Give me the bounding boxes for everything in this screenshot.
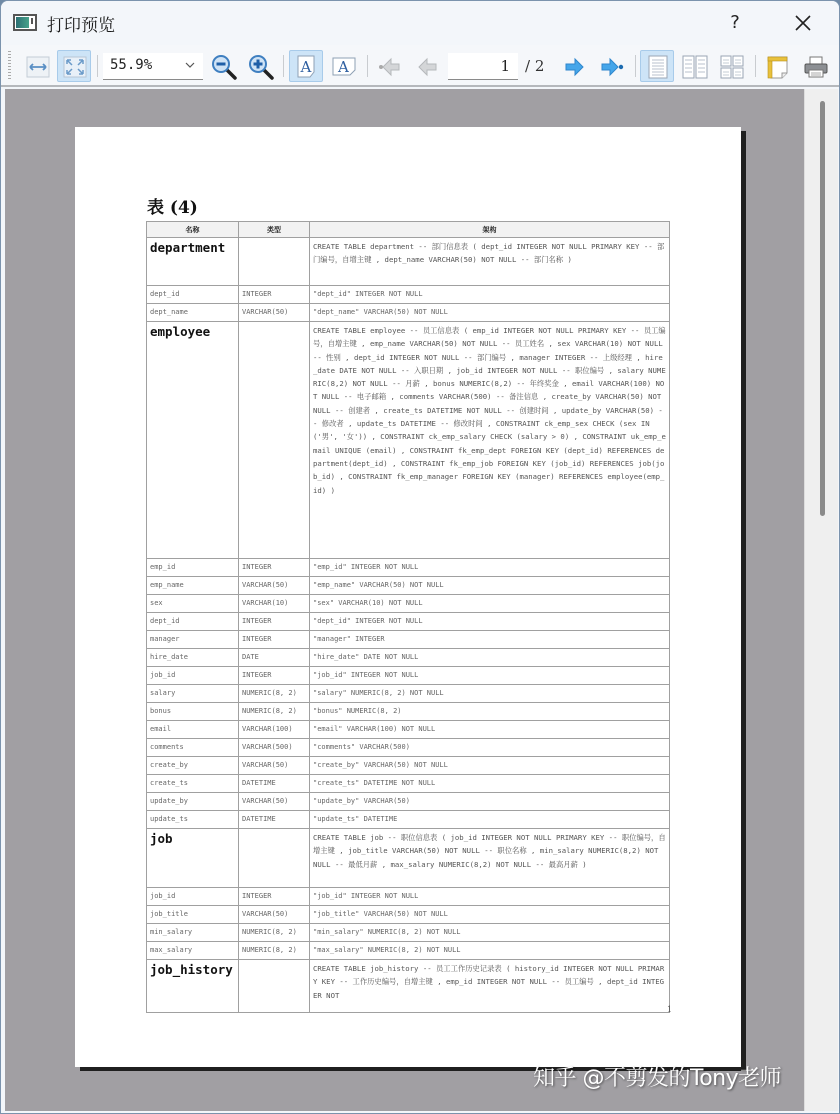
- column-type: INTEGER: [239, 888, 309, 905]
- table-ddl: CREATE TABLE department -- 部门信息表 ( dept_id INTEGER NOT NULL PRIMARY KEY -- 部门编号，自增主键 , dept_name VARCHAR(50) NOT NULL -- 部门名称 ): [310, 238, 669, 285]
- column-row: [147, 304, 669, 321]
- page-number-input[interactable]: [448, 53, 518, 80]
- column-type: DATE: [239, 649, 309, 666]
- column-name: salary: [147, 685, 238, 702]
- svg-text:A: A: [338, 58, 349, 76]
- table-name: job: [147, 829, 238, 887]
- schema-table: [146, 221, 673, 1014]
- single-page-icon: [645, 54, 671, 80]
- column-type: VARCHAR(50): [239, 757, 309, 774]
- column-type: VARCHAR(100): [239, 721, 309, 738]
- fit-page-icon: [62, 54, 88, 80]
- zoom-level-value: 55.9%: [110, 57, 153, 73]
- column-type: INTEGER: [239, 667, 309, 684]
- table-ddl: CREATE TABLE job -- 职位信息表 ( job_id INTEGER NOT NULL PRIMARY KEY -- 职位编号，自增主键 , job_title VARCHAR(50) NOT NULL -- 职位名称 , min_salary NUMERIC(8,2) NOT NULL -- 最低月薪 , max_salary NUMERIC(8,2) NOT NULL -- 最高月薪 ): [310, 829, 669, 887]
- column-name: dept_id: [147, 613, 238, 630]
- column-row: [147, 631, 669, 648]
- column-row: [147, 667, 669, 684]
- column-type: VARCHAR(50): [239, 304, 309, 321]
- column-schema: "max_salary" NUMERIC(8, 2) NOT NULL: [310, 942, 669, 959]
- column-row: [147, 793, 669, 810]
- column-row: [147, 924, 669, 941]
- column-name: emp_name: [147, 577, 238, 594]
- column-schema: "emp_id" INTEGER NOT NULL: [310, 559, 669, 576]
- column-name: update_by: [147, 793, 238, 810]
- column-type: VARCHAR(50): [239, 577, 309, 594]
- column-schema: "min_salary" NUMERIC(8, 2) NOT NULL: [310, 924, 669, 941]
- column-row: [147, 595, 669, 612]
- column-name: job_id: [147, 667, 238, 684]
- column-type: VARCHAR(50): [239, 793, 309, 810]
- first-page-icon: [377, 54, 403, 80]
- table-name: department: [147, 238, 238, 285]
- table-ddl: CREATE TABLE employee -- 员工信息表 ( emp_id INTEGER NOT NULL PRIMARY KEY -- 员工编号，自增主键 , emp_name VARCHAR(50) NOT NULL -- 员工姓名 , sex VARCHAR(10) NOT NULL -- 性别 , dept_id INTEGER NOT NULL -- 部门编号 , manager INTEGER -- 上级经理 , hire_date DATE NOT NULL -- 入职日期 , job_id INTEGER NOT NULL -- 职位编号 , salary NUMERIC(8,2) NOT NULL -- 月薪 , bonus NUMERIC(8,2) -- 年终奖金 , email VARCHAR(100) NOT NULL -- 电子邮箱 , comments VARCHAR(500) -- 备注信息 , create_by VARCHAR(50) NOT NULL -- 创建者 , create_ts DATETIME NOT NULL -- 创建时间 , update_by VARCHAR(50) -- 修改者 , update_ts DATETIME -- 修改时间 , CONSTRAINT ck_emp_sex CHECK (sex IN ('男', '女')) , CONSTRAINT ck_emp_salary CHECK (salary > 0) , CONSTRAINT uk_emp_email UNIQUE (email) , CONSTRAINT fk_emp_dept FOREIGN KEY (dept_id) REFERENCES department(dept_id) , CONSTRAINT fk_emp_job FOREIGN KEY (job_id) REFERENCES job(job_id) , CONSTRAINT fk_emp_manager FOREIGN KEY (manager) REFERENCES employee(emp_id) ): [310, 322, 669, 558]
- column-schema: "dept_name" VARCHAR(50) NOT NULL: [310, 304, 669, 321]
- column-name: dept_name: [147, 304, 238, 321]
- help-button[interactable]: ?: [730, 12, 740, 33]
- page-setup-button[interactable]: [760, 50, 794, 82]
- column-schema: "job_id" INTEGER NOT NULL: [310, 888, 669, 905]
- single-page-view-button[interactable]: [640, 50, 674, 82]
- page-setup-icon: [765, 54, 791, 80]
- facing-pages-view-button[interactable]: [677, 50, 711, 82]
- scrollbar-thumb[interactable]: [820, 101, 825, 516]
- next-page-icon: [562, 54, 588, 80]
- column-row: [147, 721, 669, 738]
- watermark: 知乎 @不剪发的Tony老师: [533, 1066, 782, 1091]
- column-header-schema: 架构: [310, 222, 669, 237]
- print-icon: [803, 54, 829, 80]
- column-type: DATETIME: [239, 811, 309, 828]
- app-icon: [13, 14, 37, 31]
- column-schema: "emp_name" VARCHAR(50) NOT NULL: [310, 577, 669, 594]
- column-type: NUMERIC(8, 2): [239, 685, 309, 702]
- column-row: [147, 703, 669, 720]
- column-schema: "manager" INTEGER: [310, 631, 669, 648]
- first-page-button[interactable]: [372, 50, 406, 82]
- fit-width-button[interactable]: [20, 50, 54, 82]
- column-name: emp_id: [147, 559, 238, 576]
- facing-pages-icon: [682, 54, 708, 80]
- last-page-button[interactable]: [594, 50, 628, 82]
- column-type: INTEGER: [239, 286, 309, 303]
- column-schema: "sex" VARCHAR(10) NOT NULL: [310, 595, 669, 612]
- table-name: employee: [147, 322, 238, 558]
- column-row: [147, 906, 669, 923]
- previous-page-button[interactable]: [409, 50, 443, 82]
- column-type: INTEGER: [239, 559, 309, 576]
- column-row: [147, 685, 669, 702]
- column-row: [147, 888, 669, 905]
- column-name: bonus: [147, 703, 238, 720]
- table-type: [239, 960, 309, 1012]
- column-schema: "bonus" NUMERIC(8, 2): [310, 703, 669, 720]
- column-schema: "job_id" INTEGER NOT NULL: [310, 667, 669, 684]
- column-schema: "job_title" VARCHAR(50) NOT NULL: [310, 906, 669, 923]
- all-pages-view-button[interactable]: [714, 50, 748, 82]
- column-row: [147, 577, 669, 594]
- column-row: [147, 739, 669, 756]
- column-name: comments: [147, 739, 238, 756]
- column-schema: "comments" VARCHAR(500): [310, 739, 669, 756]
- column-name: create_by: [147, 757, 238, 774]
- preview-page: [75, 127, 741, 1067]
- current-page-value: 1: [500, 57, 510, 75]
- toolbar-grip[interactable]: [8, 51, 11, 81]
- table-name: job_history: [147, 960, 238, 1012]
- column-schema: "hire_date" DATE NOT NULL: [310, 649, 669, 666]
- zoom-in-icon: [248, 54, 276, 82]
- column-row: [147, 775, 669, 792]
- column-row: [147, 942, 669, 959]
- zoom-level-select[interactable]: [103, 53, 203, 80]
- toolbar-separator: [755, 55, 756, 77]
- print-button[interactable]: [798, 50, 832, 82]
- fit-width-icon: [25, 54, 51, 80]
- page-number: 1: [667, 1005, 673, 1014]
- column-row: [147, 286, 669, 303]
- column-schema: "update_by" VARCHAR(50): [310, 793, 669, 810]
- column-type: NUMERIC(8, 2): [239, 942, 309, 959]
- column-name: min_salary: [147, 924, 238, 941]
- table-row: [147, 829, 669, 887]
- column-name: email: [147, 721, 238, 738]
- column-row: [147, 649, 669, 666]
- fit-page-button[interactable]: [57, 50, 91, 82]
- column-name: job_title: [147, 906, 238, 923]
- table-type: [239, 322, 309, 558]
- window-title: 打印预览: [47, 16, 115, 36]
- chevron-down-icon: [184, 58, 196, 72]
- toolbar-separator: [283, 55, 284, 77]
- all-pages-icon: [719, 54, 745, 80]
- column-schema: "create_ts" DATETIME NOT NULL: [310, 775, 669, 792]
- column-row: [147, 811, 669, 828]
- column-name: max_salary: [147, 942, 238, 959]
- column-row: [147, 613, 669, 630]
- column-type: INTEGER: [239, 631, 309, 648]
- close-button[interactable]: [785, 7, 821, 39]
- close-icon: [795, 15, 811, 31]
- table-header-row: [147, 222, 669, 237]
- toolbar-separator: [97, 55, 98, 77]
- page-total-label: / 2: [525, 57, 545, 75]
- column-header-name: 名称: [147, 222, 238, 237]
- zoom-out-button[interactable]: [206, 50, 240, 82]
- toolbar-separator: [635, 55, 636, 77]
- column-schema: "dept_id" INTEGER NOT NULL: [310, 286, 669, 303]
- document-heading: 表 (4): [147, 198, 198, 218]
- svg-text:A: A: [300, 58, 312, 76]
- column-type: VARCHAR(500): [239, 739, 309, 756]
- column-type: DATETIME: [239, 775, 309, 792]
- last-page-icon: [599, 54, 625, 80]
- table-type: [239, 238, 309, 285]
- column-type: INTEGER: [239, 613, 309, 630]
- column-header-type: 类型: [239, 222, 309, 237]
- landscape-button[interactable]: [326, 50, 360, 82]
- next-page-button[interactable]: [557, 50, 591, 82]
- zoom-out-icon: [211, 54, 239, 82]
- column-schema: "dept_id" INTEGER NOT NULL: [310, 613, 669, 630]
- table-row: [147, 238, 669, 285]
- column-schema: "update_ts" DATETIME: [310, 811, 669, 828]
- preview-viewport[interactable]: [5, 89, 804, 1111]
- column-name: manager: [147, 631, 238, 648]
- column-type: NUMERIC(8, 2): [239, 924, 309, 941]
- landscape-icon: [331, 54, 357, 80]
- column-name: sex: [147, 595, 238, 612]
- zoom-in-button[interactable]: [243, 50, 277, 82]
- toolbar: [1, 45, 839, 87]
- column-name: create_ts: [147, 775, 238, 792]
- column-type: NUMERIC(8, 2): [239, 703, 309, 720]
- column-schema: "email" VARCHAR(100) NOT NULL: [310, 721, 669, 738]
- column-type: VARCHAR(10): [239, 595, 309, 612]
- column-name: hire_date: [147, 649, 238, 666]
- title-bar: [1, 1, 839, 45]
- vertical-scrollbar[interactable]: [804, 89, 838, 1111]
- column-schema: "create_by" VARCHAR(50) NOT NULL: [310, 757, 669, 774]
- portrait-button[interactable]: [289, 50, 323, 82]
- column-name: update_ts: [147, 811, 238, 828]
- column-row: [147, 757, 669, 774]
- table-row: [147, 322, 669, 558]
- column-name: dept_id: [147, 286, 238, 303]
- table-type: [239, 829, 309, 887]
- toolbar-separator: [367, 55, 368, 77]
- column-type: VARCHAR(50): [239, 906, 309, 923]
- previous-page-icon: [414, 54, 440, 80]
- table-ddl: CREATE TABLE job_history -- 员工工作历史记录表 ( history_id INTEGER NOT NULL PRIMARY KEY -- 工作历史编号，自增主键 , emp_id INTEGER NOT NULL -- 员工编号 , dept_id INTEGER NOT: [310, 960, 669, 1012]
- column-schema: "salary" NUMERIC(8, 2) NOT NULL: [310, 685, 669, 702]
- portrait-icon: [294, 54, 320, 80]
- column-name: job_id: [147, 888, 238, 905]
- column-row: [147, 559, 669, 576]
- table-row: [147, 960, 669, 1012]
